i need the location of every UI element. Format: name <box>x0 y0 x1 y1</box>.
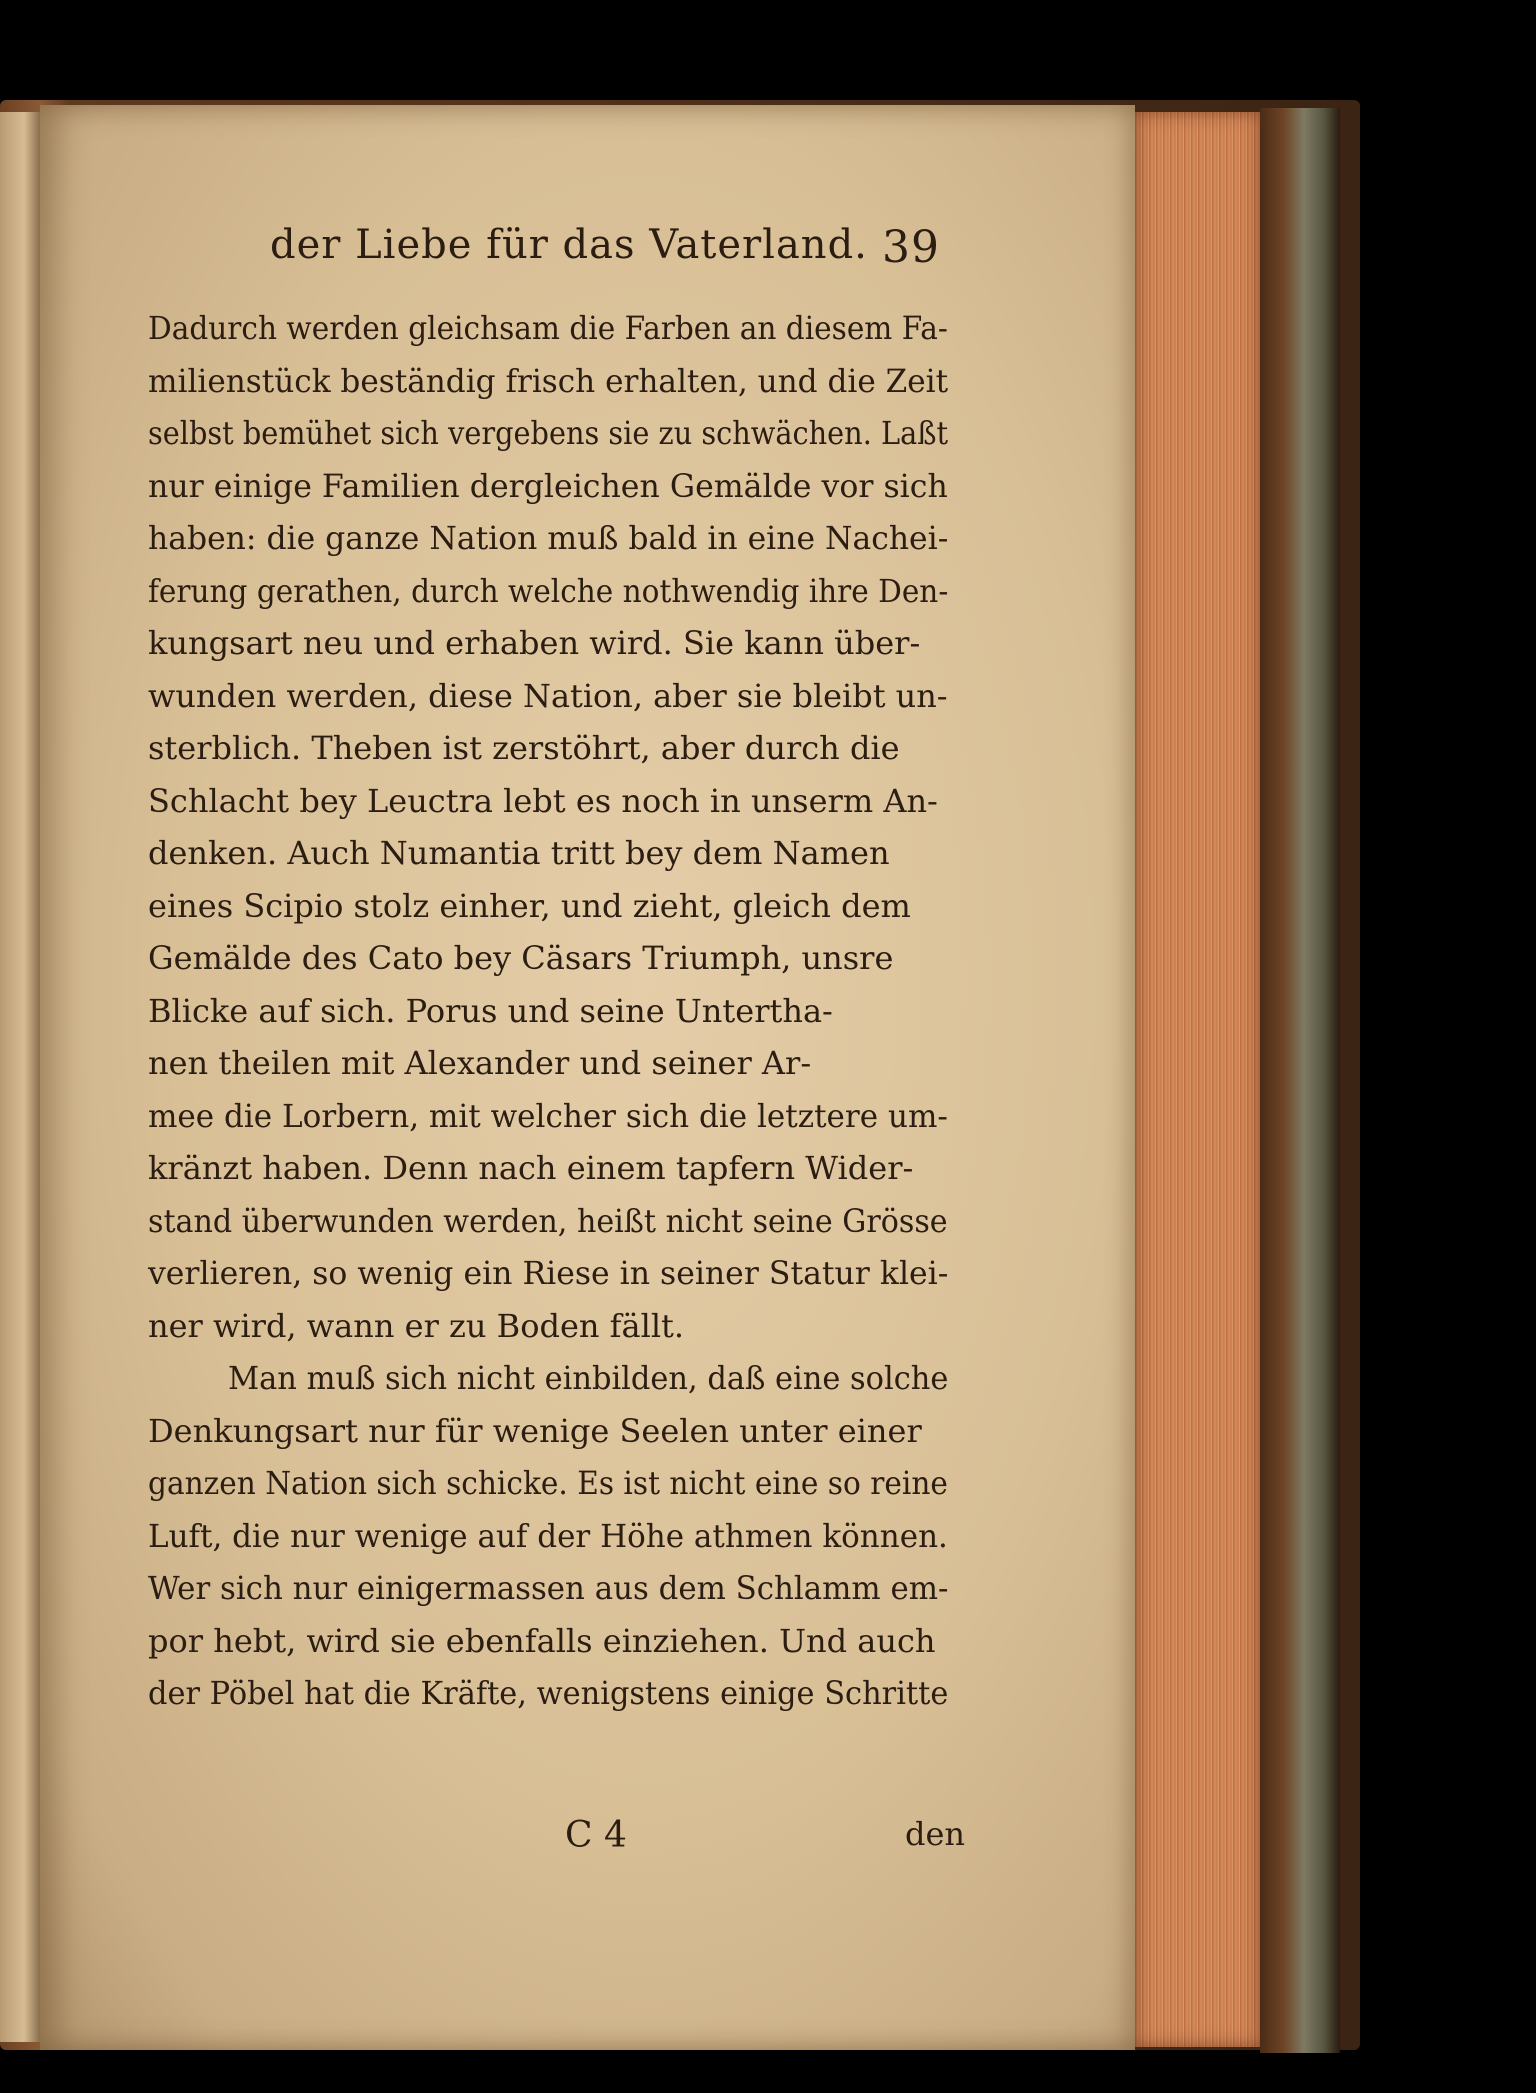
text-line: Luft, die nur wenige auf der Höhe athmen können. <box>148 1516 948 1555</box>
text-line: mee die Lorbern, mit welcher sich die letztere um- <box>148 1096 948 1135</box>
text-line: ner wird, wann er zu Boden fällt. <box>148 1306 685 1345</box>
text-line: por hebt, wird sie ebenfalls einziehen. Und auch <box>148 1621 936 1660</box>
text-line: selbst bemühet sich vergebens sie zu schwächen. Laßt <box>148 414 949 452</box>
body-text <box>148 302 948 1720</box>
text-line: verlieren, so wenig ein Riese in seiner Statur klei- <box>148 1254 949 1292</box>
text-line: Schlacht bey Leuctra lebt es noch in unserm An- <box>148 781 938 820</box>
text-line: denken. Auch Numantia tritt bey dem Namen <box>148 834 890 872</box>
page-number: 39 <box>882 222 940 273</box>
text-line: nen theilen mit Alexander und seiner Ar- <box>148 1044 812 1082</box>
text-line: stand überwunden werden, heißt nicht seine Grösse <box>148 1201 948 1240</box>
text-line: der Pöbel hat die Kräfte, wenigstens einige Schritte <box>148 1674 949 1712</box>
text-line: Wer sich nur einigermassen aus dem Schlamm em- <box>148 1569 949 1607</box>
text-line: kungsart neu und erhaben wird. Sie kann über- <box>148 624 921 662</box>
left-page-edge <box>0 112 40 2042</box>
text-line: eines Scipio stolz einher, und zieht, gleich dem <box>148 886 911 925</box>
text-line: ferung gerathen, durch welche nothwendig ihre Den- <box>148 571 949 610</box>
text-line: haben: die ganze Nation muß bald in eine Nachei- <box>148 519 949 557</box>
signature-mark: C 4 <box>565 1815 627 1856</box>
running-title: der Liebe für das Vaterland. <box>270 222 868 268</box>
text-line: wunden werden, diese Nation, aber sie bleibt un- <box>148 676 948 715</box>
page-edges <box>1135 112 1260 2047</box>
running-header <box>270 222 970 282</box>
text-line: nur einige Familien dergleichen Gemälde vor sich <box>148 466 948 505</box>
book-cover <box>1260 108 1340 2053</box>
text-line: Man muß sich nicht einbilden, daß eine solche <box>228 1359 949 1397</box>
catchword: den <box>905 1815 966 1853</box>
text-line: Gemälde des Cato bey Cäsars Triumph, unsre <box>148 939 894 977</box>
text-line: Denkungsart nur für wenige Seelen unter einer <box>148 1411 922 1450</box>
text-line: Blicke auf sich. Porus und seine Untertha- <box>148 991 833 1030</box>
text-line: milienstück beständig frisch erhalten, und die Zeit <box>148 361 949 400</box>
text-line: sterblich. Theben ist zerstöhrt, aber durch die <box>148 729 900 767</box>
text-line: kränzt haben. Denn nach einem tapfern Wider- <box>148 1149 914 1187</box>
text-line: ganzen Nation sich schicke. Es ist nicht eine so reine <box>148 1464 948 1502</box>
text-line: Dadurch werden gleichsam die Farben an diesem Fa- <box>148 309 948 347</box>
